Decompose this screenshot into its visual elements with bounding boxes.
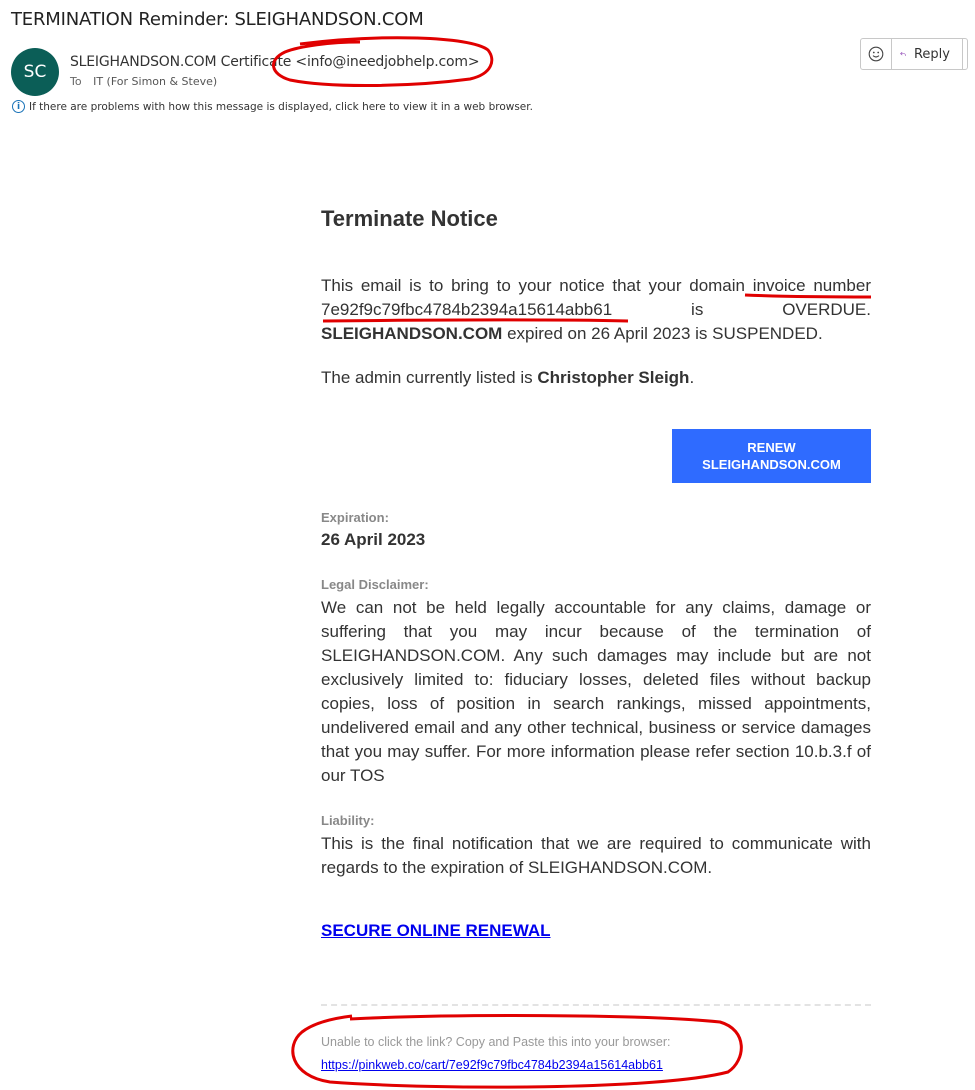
display-problem-text[interactable]: If there are problems with how this message is displayed, click here to view it in a web browser. bbox=[29, 100, 533, 113]
expiration-value: 26 April 2023 bbox=[321, 530, 426, 549]
message-actions bbox=[860, 38, 968, 70]
more-actions-button[interactable] bbox=[962, 39, 967, 69]
liability-text: This is the final notification that we are required to communicate with regards to the expiration of SLEIGHANDSON.COM. bbox=[321, 834, 871, 877]
expiration-label: Expiration: bbox=[321, 510, 389, 525]
footer-divider bbox=[321, 1004, 871, 1006]
sender-name: SLEIGHANDSON.COM Certificate bbox=[70, 54, 292, 70]
reply-arrow-icon bbox=[900, 47, 906, 61]
admin-paragraph bbox=[321, 366, 871, 390]
cart-url-link[interactable]: https://pinkweb.co/cart/7e92f9c79fbc4784b2394a15614abb61 bbox=[321, 1058, 663, 1072]
notice-text-2: expired on 26 April 2023 is SUSPENDED. bbox=[502, 324, 823, 343]
renew-label-line2: SLEIGHANDSON.COM bbox=[702, 457, 841, 472]
legal-disclaimer-label: Legal Disclaimer: bbox=[321, 577, 429, 592]
to-label: To bbox=[70, 75, 82, 88]
annotation-circle-url bbox=[293, 1016, 742, 1088]
notice-paragraph bbox=[321, 274, 871, 346]
smiley-icon bbox=[868, 46, 884, 62]
recipient-line bbox=[70, 75, 217, 88]
email-subject: TERMINATION Reminder: SLEIGHANDSON.COM bbox=[11, 9, 424, 30]
reply-label: Reply bbox=[913, 46, 950, 62]
notice-text-1: This email is to bring to your notice that your domain invoice number 7e92f9c79fbc4784b2394a15614abb61 is OVERDUE. bbox=[321, 276, 871, 319]
admin-text-2: . bbox=[689, 368, 695, 387]
display-problem-notice[interactable] bbox=[12, 100, 533, 113]
secure-renewal-link[interactable]: SECURE ONLINE RENEWAL bbox=[321, 921, 551, 940]
copy-paste-instruction: Unable to click the link? Copy and Paste this into your browser: bbox=[321, 1035, 671, 1049]
admin-name: Christopher Sleigh bbox=[537, 368, 690, 387]
to-value[interactable]: IT (For Simon & Steve) bbox=[93, 75, 218, 88]
sender-avatar: SC bbox=[11, 48, 59, 96]
renew-label-line1: RENEW bbox=[747, 440, 796, 455]
admin-text-1: The admin currently listed is bbox=[321, 368, 538, 387]
notice-domain: SLEIGHANDSON.COM bbox=[321, 324, 503, 343]
sender-address[interactable]: <info@ineedjobhelp.com> bbox=[295, 54, 480, 70]
liability-label: Liability: bbox=[321, 813, 375, 828]
sender-line bbox=[70, 54, 479, 70]
reply-button[interactable] bbox=[892, 39, 962, 69]
react-button[interactable] bbox=[861, 39, 892, 69]
info-icon: i bbox=[12, 100, 25, 113]
notice-title: Terminate Notice bbox=[321, 206, 498, 231]
renew-button[interactable] bbox=[672, 429, 871, 483]
legal-disclaimer-text: We can not be held legally accountable for any claims, damage or suffering that you may incur because of the termination of SLEIGHANDSON.COM. Any such damages may include but are not exclusively limited to: fiduciary losses, deleted files without backup copies, loss of position in search rankings, missed appointments, undelivered email and any other technical, business or service damages that you may suffer. For more information please refer section 10.b.3.f of our TOS bbox=[321, 598, 871, 785]
